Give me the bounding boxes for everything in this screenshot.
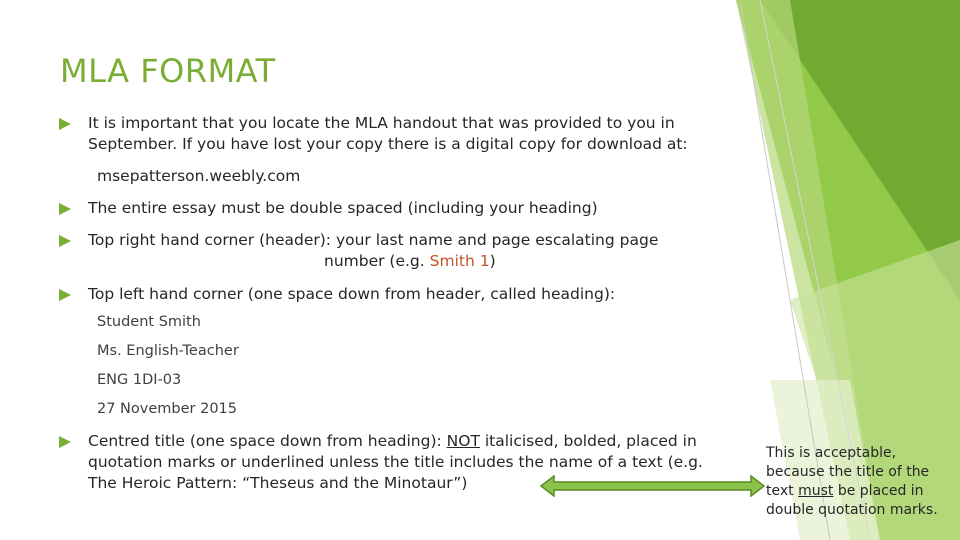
bullet-text: It is important that you locate the MLA handout that was provided to you in September. If you have lost your copy there is a digital copy for download at: [88,114,688,153]
double-arrow-icon [540,475,765,497]
play-triangle-icon [59,289,71,301]
play-triangle-icon [59,235,71,247]
underlined-word: must [798,483,834,499]
bullet-text-part: Top right hand corner (header): your last name and page escalating page [88,231,659,249]
download-url: msepatterson.weebly.com [97,167,301,185]
heading-example-line: Ms. English-Teacher [97,343,239,359]
heading-example-line: Student Smith [97,314,201,330]
bullet-text-continuation [88,251,724,272]
bullet-text: The entire essay must be double spaced (including your heading) [88,199,598,217]
underlined-word: NOT [446,432,480,450]
heading-example-line: ENG 1DI-03 [97,372,182,388]
slide-title: MLA FORMAT [60,52,276,90]
play-triangle-icon [59,436,71,448]
side-note-part: be placed in double quotation marks. [766,483,938,518]
bullet-text-part: number (e.g. [324,252,430,270]
bullet-text-part: Centred title (one space down from heading): [88,432,447,450]
bullet-item [64,230,724,272]
highlighted-example: Smith 1 [429,252,490,270]
bullet-item [64,198,724,219]
bullet-item [64,284,724,305]
side-note-part: This is acceptable, because the title of the text [766,445,930,499]
bullet-text [88,230,724,272]
bullet-text: Top left hand corner (one space down from header, called heading): [88,285,616,303]
bullet-text-part: ) [489,252,496,270]
bullet-item [64,113,724,155]
play-triangle-icon [59,203,71,215]
bullet-text-part: italicised, bolded, placed in quotation marks or underlined unless the title includes the name of a text (e.g. The Heroic Pattern: “Theseus and the Minotaur”) [88,432,703,492]
heading-example-line: 27 November 2015 [97,401,238,417]
side-note [766,444,956,520]
play-triangle-icon [59,118,71,130]
